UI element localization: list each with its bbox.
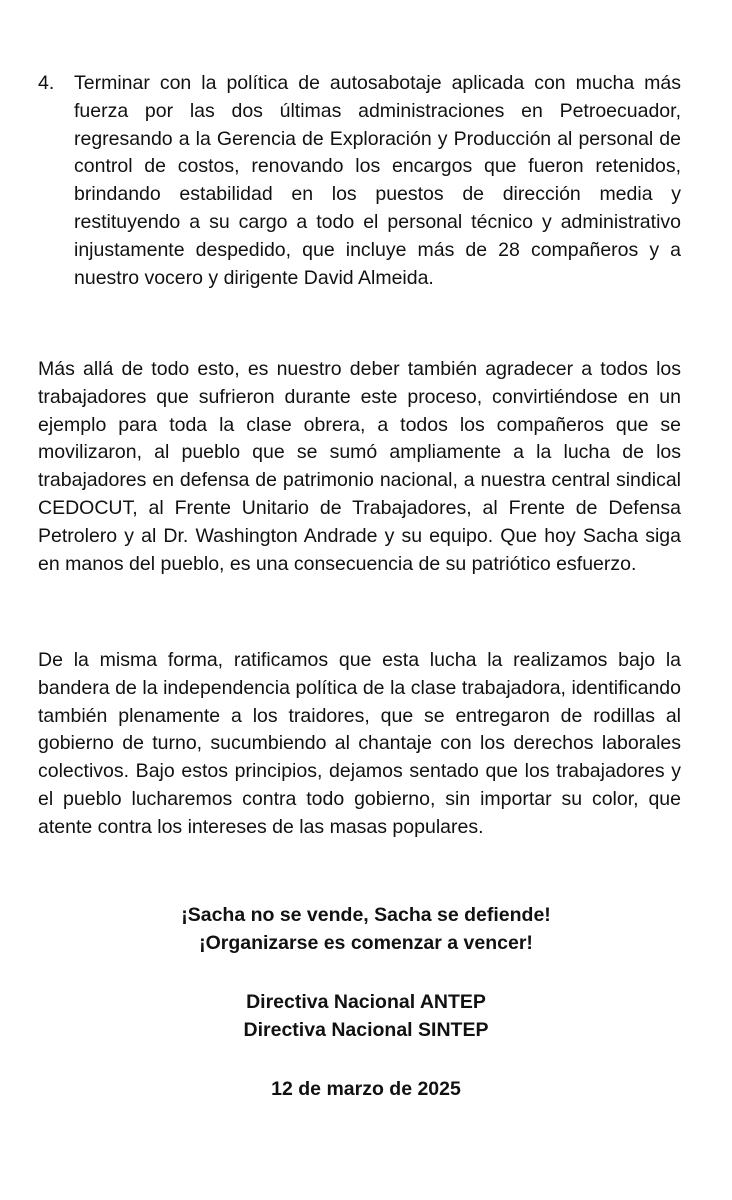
slogan-line: ¡Sacha no se vende, Sacha se defiende! <box>181 904 551 926</box>
item-number: 4. <box>38 72 55 94</box>
item-text: Terminar con la política de autosabotaje aplicada con mucha más fuerza por las dos últimas administraciones en Petroecuador, regresando a la Gerencia de Exploración y Producción al personal de control de costos, renovando los encargos que fueron retenidos, brindando estabilidad en los puestos de dirección media y restituyendo a su cargo a todo el personal técnico y administrativo injustamente despedido, que incluye más de 28 compañeros y a nuestro vocero y dirigente David Almeida. <box>74 72 681 289</box>
signature-line: Directiva Nacional ANTEP <box>246 991 486 1013</box>
signature-line: Directiva Nacional SINTEP <box>243 1019 489 1041</box>
signatures <box>0 988 732 1044</box>
document-date: 12 de marzo de 2025 <box>271 1078 461 1100</box>
slogan-line: ¡Organizarse es comenzar a vencer! <box>199 932 533 954</box>
slogans <box>0 901 732 957</box>
numbered-item-4 <box>38 70 681 292</box>
ratification-paragraph: De la misma forma, ratificamos que esta lucha la realizamos bajo la bandera de la independencia política de la clase trabajadora, identificando también plenamente a los traidores, que se entregaron de rodillas al gobierno de turno, sucumbiendo al chantaje con los derechos laborales colectivos. Bajo estos principios, dejamos sentado que los trabajadores y el pueblo lucharemos contra todo gobierno, sin importar su color, que atente contra los intereses de las masas populares. <box>38 649 681 838</box>
gratitude-paragraph: Más allá de todo esto, es nuestro deber también agradecer a todos los trabajadores que sufrieron durante este proceso, convirtiéndose en un ejemplo para toda la clase obrera, a todos los compañeros que se movilizaron, al pueblo que se sumó ampliamente a la lucha de los trabajadores en defensa de patrimonio nacional, a nuestra central sindical CEDOCUT, al Frente Unitario de Trabajadores, al Frente de Defensa Petrolero y al Dr. Washington Andrade y su equipo. Que hoy Sacha siga en manos del pueblo, es una consecuencia de su patriótico esfuerzo. <box>38 358 681 575</box>
